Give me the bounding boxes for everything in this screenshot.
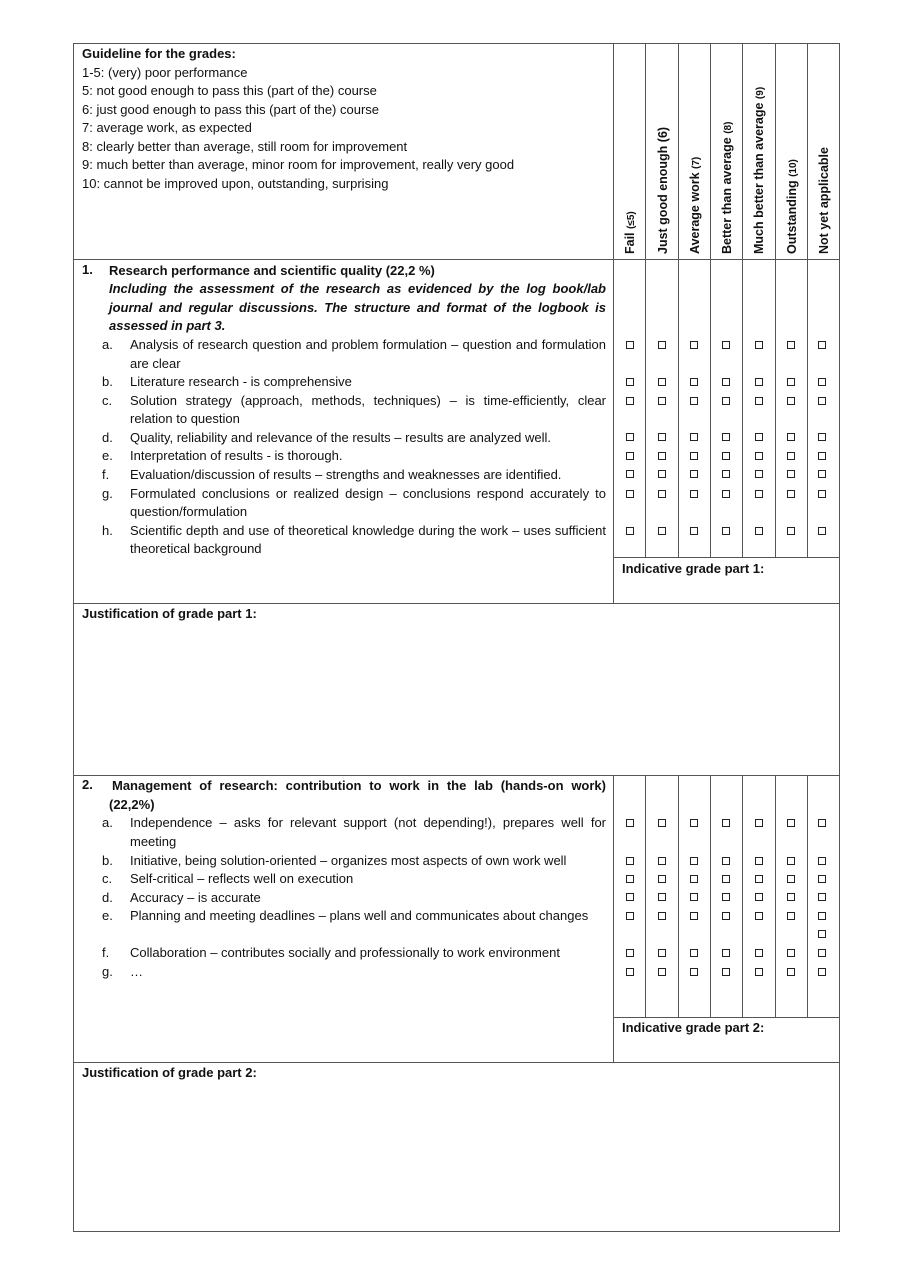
part1-item-6-col-1-checkbox[interactable] xyxy=(658,490,666,498)
part1-item-5-col-5-checkbox[interactable] xyxy=(787,470,795,478)
item-letter: h. xyxy=(102,522,113,538)
part1-item-5-col-3-checkbox[interactable] xyxy=(722,470,730,478)
guideline-title: Guideline for the grades: xyxy=(82,46,236,61)
col-divider xyxy=(645,775,646,1017)
part1-item-1-col-4-checkbox[interactable] xyxy=(755,378,763,386)
part1-item-1-col-2-checkbox[interactable] xyxy=(690,378,698,386)
item-text: Scientific depth and use of theoretical knowledge during the work – uses sufficient theoretical background xyxy=(130,522,606,556)
part1-item-2-col-0-checkbox[interactable] xyxy=(626,397,634,405)
col-divider xyxy=(678,43,679,557)
column-header-label: Just good enough (6) xyxy=(656,126,670,254)
part2-item-2-col-4-checkbox[interactable] xyxy=(755,875,763,883)
part1-justification-field[interactable] xyxy=(74,622,839,772)
item-letter: d. xyxy=(102,889,113,905)
part2-item-0-col-5-checkbox[interactable] xyxy=(787,819,795,827)
col-divider xyxy=(678,775,679,1017)
part2-item-2-col-1-checkbox[interactable] xyxy=(658,875,666,883)
part2-item-6-col-0-checkbox[interactable] xyxy=(626,968,634,976)
col-divider xyxy=(645,43,646,557)
part1-justification-divider xyxy=(73,603,840,604)
item-text: … xyxy=(130,963,143,979)
part2-item-2-col-5-checkbox[interactable] xyxy=(787,875,795,883)
part2-item-5-col-1-checkbox[interactable] xyxy=(658,949,666,957)
part1-subtitle: Including the assessment of the research as evidenced by the log book/lab journal and regular discussions. The structure and format of the logbook is assessed in part 3. xyxy=(109,281,606,333)
column-header-label: Average work xyxy=(688,172,702,254)
part1-item-4-col-0-checkbox[interactable] xyxy=(626,452,634,460)
part2-grade-divider xyxy=(613,1017,840,1018)
col-divider xyxy=(742,775,743,1017)
part2-item-2-col-3-checkbox[interactable] xyxy=(722,875,730,883)
part1-item-0-col-1-checkbox[interactable] xyxy=(658,341,666,349)
part1-item-0-col-6-checkbox[interactable] xyxy=(818,341,826,349)
part2-item-5-col-3-checkbox[interactable] xyxy=(722,949,730,957)
part1-item-4-col-2-checkbox[interactable] xyxy=(690,452,698,460)
guideline-line: 7: average work, as expected xyxy=(82,120,252,135)
column-header-label: Not yet applicable xyxy=(817,147,831,254)
item-text: Self-critical – reflects well on execution xyxy=(130,871,354,886)
item-text: Interpretation of results - is thorough. xyxy=(130,448,343,463)
part2-item-4-col-3-checkbox[interactable] xyxy=(722,912,730,920)
part1-item-5-col-6-checkbox[interactable] xyxy=(818,470,826,478)
part2-item-0-col-2-checkbox[interactable] xyxy=(690,819,698,827)
item-letter: g. xyxy=(102,963,113,979)
column-header-not-yet-applicable xyxy=(813,44,837,259)
part2-item-5-col-5-checkbox[interactable] xyxy=(787,949,795,957)
part2-item-5-col-6-checkbox[interactable] xyxy=(818,949,826,957)
part1-item-5-col-0-checkbox[interactable] xyxy=(626,470,634,478)
col-divider xyxy=(775,775,776,1017)
column-header-label: Outstanding xyxy=(785,180,799,254)
part2-item-0-col-6-checkbox[interactable] xyxy=(818,819,826,827)
part2-item-0-col-0-checkbox[interactable] xyxy=(626,819,634,827)
part1-item-4-col-3-checkbox[interactable] xyxy=(722,452,730,460)
part1-item-0-col-5-checkbox[interactable] xyxy=(787,341,795,349)
part1-item-6-col-0-checkbox[interactable] xyxy=(626,490,634,498)
part1-item-4-col-1-checkbox[interactable] xyxy=(658,452,666,460)
part1-item-2-col-3-checkbox[interactable] xyxy=(722,397,730,405)
part1-title: Research performance and scientific quality (22,2 %) xyxy=(109,263,435,278)
part2-item-6-col-1-checkbox[interactable] xyxy=(658,968,666,976)
column-header-sub: (7) xyxy=(691,156,702,169)
part2-number: 2. xyxy=(82,777,93,792)
part2-item-6-col-5-checkbox[interactable] xyxy=(787,968,795,976)
part2-item-2-col-2-checkbox[interactable] xyxy=(690,875,698,883)
part2-item-3-col-6-checkbox[interactable] xyxy=(818,893,826,901)
column-header-better-than-average xyxy=(716,44,740,259)
part2-justification-label: Justification of grade part 2: xyxy=(82,1065,257,1080)
part1-item-4-col-6-checkbox[interactable] xyxy=(818,452,826,460)
part2-item-1-col-3-checkbox[interactable] xyxy=(722,857,730,865)
item-letter: a. xyxy=(102,815,113,830)
item-letter: c. xyxy=(102,392,113,408)
part1-item-1-col-3-checkbox[interactable] xyxy=(722,378,730,386)
guideline-line: 10: cannot be improved upon, outstanding, surprising xyxy=(82,175,389,191)
part2-indicative-grade-label: Indicative grade part 2: xyxy=(622,1020,765,1035)
part2-item-2-col-0-checkbox[interactable] xyxy=(626,875,634,883)
item-text: Evaluation/discussion of results – strengths and weaknesses are identified. xyxy=(130,466,562,482)
part1-item-3-col-4-checkbox[interactable] xyxy=(755,433,763,441)
part2-item-2-col-6-checkbox[interactable] xyxy=(818,875,826,883)
part1-item-7-col-1-checkbox[interactable] xyxy=(658,527,666,535)
part2-item-3-col-3-checkbox[interactable] xyxy=(722,893,730,901)
column-header-label: Much better than average xyxy=(752,102,766,254)
part2-justification-divider xyxy=(73,1062,840,1063)
column-header-fail xyxy=(619,44,643,259)
part2-item-4-col-0-checkbox[interactable] xyxy=(626,912,634,920)
part1-item-6-col-3-checkbox[interactable] xyxy=(722,490,730,498)
column-header-sub: (≤5) xyxy=(626,211,637,229)
part1-item-0-col-3-checkbox[interactable] xyxy=(722,341,730,349)
part2-item-6-col-2-checkbox[interactable] xyxy=(690,968,698,976)
part1-grade-divider xyxy=(613,557,840,558)
guideline-line: 9: much better than average, minor room for improvement, really very good xyxy=(82,157,515,172)
part2-item-1-col-6-checkbox[interactable] xyxy=(818,857,826,865)
column-header-sub: (9) xyxy=(755,86,766,100)
part2-item-5-col-0-checkbox[interactable] xyxy=(626,949,634,957)
part2-item-1-col-2-checkbox[interactable] xyxy=(690,857,698,865)
part2-item-4-col-1-checkbox[interactable] xyxy=(658,912,666,920)
part1-item-6-col-5-checkbox[interactable] xyxy=(787,490,795,498)
part2-item-5-col-4-checkbox[interactable] xyxy=(755,949,763,957)
col-divider xyxy=(742,43,743,557)
column-header-average-work xyxy=(684,44,708,259)
part2-item-1-col-5-checkbox[interactable] xyxy=(787,857,795,865)
part1-item-2-col-1-checkbox[interactable] xyxy=(658,397,666,405)
part1-item-7-col-4-checkbox[interactable] xyxy=(755,527,763,535)
part1-item-2-col-6-checkbox[interactable] xyxy=(818,397,826,405)
part1-item-4-col-5-checkbox[interactable] xyxy=(787,452,795,460)
part1-item-7-col-2-checkbox[interactable] xyxy=(690,527,698,535)
part1-item-3-col-6-checkbox[interactable] xyxy=(818,433,826,441)
item-text: Solution strategy (approach, methods, techniques) – is time-efficiently, clear relation to question xyxy=(130,392,606,426)
part2-item-4-col-4-checkbox[interactable] xyxy=(755,912,763,920)
col-divider-main xyxy=(613,775,614,1062)
col-divider xyxy=(807,775,808,1017)
part2-item-6-col-3-checkbox[interactable] xyxy=(722,968,730,976)
part2-item-0-col-4-checkbox[interactable] xyxy=(755,819,763,827)
item-letter: a. xyxy=(102,337,113,352)
item-letter: e. xyxy=(102,448,113,463)
part2-title: Management of research: contribution to work in the lab (hands-on work) (22,2%) xyxy=(109,778,606,812)
item-letter: c. xyxy=(102,871,113,886)
part2-item-4-col-2-checkbox[interactable] xyxy=(690,912,698,920)
part2-item-3-col-0-checkbox[interactable] xyxy=(626,893,634,901)
part1-item-7-col-0-checkbox[interactable] xyxy=(626,527,634,535)
column-header-outstanding xyxy=(781,44,805,259)
part2-item-3-col-5-checkbox[interactable] xyxy=(787,893,795,901)
part1-item-1-col-6-checkbox[interactable] xyxy=(818,378,826,386)
item-text: Collaboration – contributes socially and professionally to work environment xyxy=(130,945,560,960)
part1-item-5-col-2-checkbox[interactable] xyxy=(690,470,698,478)
part1-item-1-col-1-checkbox[interactable] xyxy=(658,378,666,386)
part2-item-1-col-1-checkbox[interactable] xyxy=(658,857,666,865)
part2-item-0-col-3-checkbox[interactable] xyxy=(722,819,730,827)
item-text: Analysis of research question and problem formulation – question and formulation are clear xyxy=(130,337,606,371)
part1-item-6-col-4-checkbox[interactable] xyxy=(755,490,763,498)
column-header-much-better-than-average xyxy=(748,44,772,259)
part2-justification-field[interactable] xyxy=(74,1082,839,1230)
part1-justification-label: Justification of grade part 1: xyxy=(82,606,257,621)
part1-item-7-col-6-checkbox[interactable] xyxy=(818,527,826,535)
part2-item-6-col-6-checkbox[interactable] xyxy=(818,968,826,976)
column-header-just-good-enough xyxy=(652,44,676,259)
part1-number: 1. xyxy=(82,262,93,277)
part1-item-3-col-1-checkbox[interactable] xyxy=(658,433,666,441)
guideline-line: 6: just good enough to pass this (part of the) course xyxy=(82,101,380,117)
part1-item-3-col-0-checkbox[interactable] xyxy=(626,433,634,441)
item-letter: f. xyxy=(102,466,110,482)
part2-item-1-col-4-checkbox[interactable] xyxy=(755,857,763,865)
part2-item-1-col-0-checkbox[interactable] xyxy=(626,857,634,865)
item-letter: d. xyxy=(102,429,113,445)
column-header-sub: (8) xyxy=(723,121,734,134)
item-text: Initiative, being solution-oriented – organizes most aspects of own work well xyxy=(130,852,567,868)
guideline-line: 8: clearly better than average, still room for improvement xyxy=(82,138,408,154)
part1-item-5-col-1-checkbox[interactable] xyxy=(658,470,666,478)
part2-item-5-col-2-checkbox[interactable] xyxy=(690,949,698,957)
item-text: Quality, reliability and relevance of the results – results are analyzed well. xyxy=(130,429,552,445)
item-letter: e. xyxy=(102,908,113,923)
part1-item-2-col-4-checkbox[interactable] xyxy=(755,397,763,405)
part1-item-1-col-0-checkbox[interactable] xyxy=(626,378,634,386)
part2-item-4-extra-checkbox[interactable] xyxy=(818,930,826,938)
item-letter: g. xyxy=(102,485,113,501)
item-text: Formulated conclusions or realized design – conclusions respond accurately to question/formulation xyxy=(130,485,606,519)
part1-item-4-col-4-checkbox[interactable] xyxy=(755,452,763,460)
part1-item-7-col-3-checkbox[interactable] xyxy=(722,527,730,535)
part2-item-4-col-6-checkbox[interactable] xyxy=(818,912,826,920)
col-divider-main xyxy=(613,43,614,603)
part2-top-divider xyxy=(73,775,840,776)
guideline-line: 5: not good enough to pass this (part of the) course xyxy=(82,83,377,98)
col-divider xyxy=(775,43,776,557)
part1-item-3-col-5-checkbox[interactable] xyxy=(787,433,795,441)
column-header-label: Better than average xyxy=(720,137,734,254)
col-divider xyxy=(807,43,808,557)
part1-item-0-col-2-checkbox[interactable] xyxy=(690,341,698,349)
part1-item-2-col-5-checkbox[interactable] xyxy=(787,397,795,405)
part2-item-4-col-5-checkbox[interactable] xyxy=(787,912,795,920)
part2-item-3-col-4-checkbox[interactable] xyxy=(755,893,763,901)
part2-item-6-col-4-checkbox[interactable] xyxy=(755,968,763,976)
part2-item-3-col-2-checkbox[interactable] xyxy=(690,893,698,901)
guideline-line: 1-5: (very) poor performance xyxy=(82,64,248,80)
part1-item-0-col-4-checkbox[interactable] xyxy=(755,341,763,349)
part1-item-3-col-3-checkbox[interactable] xyxy=(722,433,730,441)
part1-item-1-col-5-checkbox[interactable] xyxy=(787,378,795,386)
part1-item-2-col-2-checkbox[interactable] xyxy=(690,397,698,405)
item-letter: b. xyxy=(102,374,113,389)
part1-item-0-col-0-checkbox[interactable] xyxy=(626,341,634,349)
col-divider xyxy=(710,43,711,557)
item-text: Literature research - is comprehensive xyxy=(130,374,352,389)
item-text: Independence – asks for relevant support (not depending!), prepares well for meeting xyxy=(130,815,606,849)
item-text: Planning and meeting deadlines – plans well and communicates about changes xyxy=(130,908,589,923)
item-text: Accuracy – is accurate xyxy=(130,889,261,905)
part1-item-6-col-2-checkbox[interactable] xyxy=(690,490,698,498)
item-letter: f. xyxy=(102,945,110,960)
part2-item-0-col-1-checkbox[interactable] xyxy=(658,819,666,827)
col-divider xyxy=(710,775,711,1017)
part1-item-5-col-4-checkbox[interactable] xyxy=(755,470,763,478)
column-header-label: Fail xyxy=(623,232,637,254)
part1-indicative-grade-label: Indicative grade part 1: xyxy=(622,561,765,576)
part2-item-3-col-1-checkbox[interactable] xyxy=(658,893,666,901)
part1-item-6-col-6-checkbox[interactable] xyxy=(818,490,826,498)
part1-item-3-col-2-checkbox[interactable] xyxy=(690,433,698,441)
part1-item-7-col-5-checkbox[interactable] xyxy=(787,527,795,535)
header-row-divider xyxy=(73,259,840,260)
column-header-sub: (10) xyxy=(788,159,799,177)
item-letter: b. xyxy=(102,852,113,868)
